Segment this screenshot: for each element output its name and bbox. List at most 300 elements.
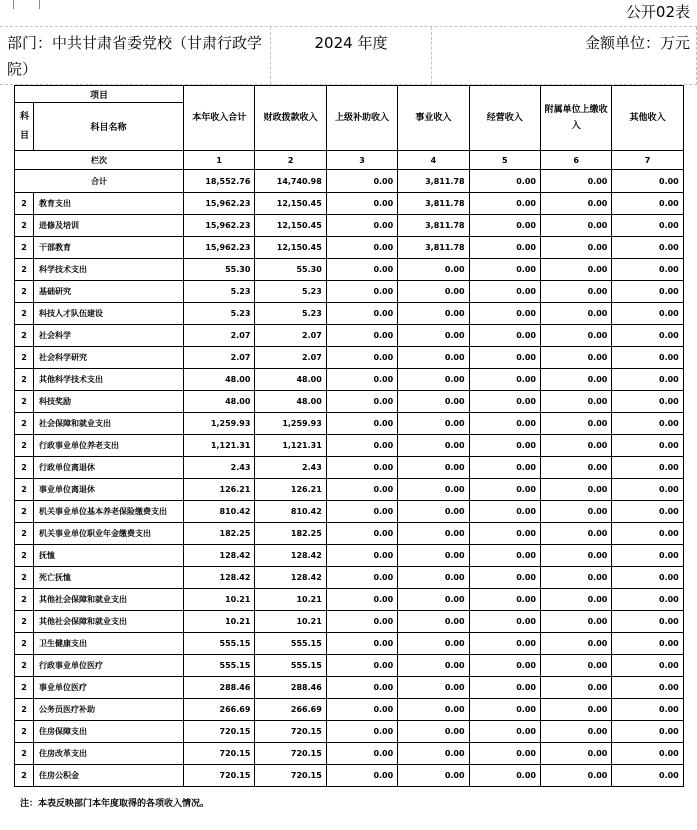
value-cell: 810.42 — [255, 501, 326, 523]
value-cell: 0.00 — [540, 765, 611, 787]
value-cell: 0.00 — [540, 545, 611, 567]
value-cell: 126.21 — [255, 479, 326, 501]
value-cell: 0.00 — [398, 347, 469, 369]
table-row — [15, 193, 684, 215]
value-cell: 0.00 — [469, 501, 540, 523]
subject-code-cell: 2 — [15, 545, 34, 567]
table-row — [15, 611, 684, 633]
department-label: 部门：中共甘肃省委党校（甘肃行政学院） — [7, 34, 263, 78]
value-cell: 0.00 — [326, 237, 397, 259]
value-cell: 0.00 — [398, 655, 469, 677]
subject-code-cell: 2 — [15, 347, 34, 369]
value-cell: 0.00 — [540, 259, 611, 281]
corner-subject-name-label: 科目名称 — [34, 103, 184, 151]
table-row — [15, 237, 684, 259]
subject-code-cell: 2 — [15, 677, 34, 699]
value-cell: 0.00 — [469, 347, 540, 369]
value-cell: 0.00 — [612, 677, 683, 699]
value-cell: 0.00 — [540, 193, 611, 215]
value-cell: 0.00 — [540, 655, 611, 677]
value-cell: 0.00 — [469, 303, 540, 325]
value-cell: 555.15 — [255, 633, 326, 655]
value-cell: 128.42 — [184, 567, 255, 589]
table-row — [15, 259, 684, 281]
value-cell: 0.00 — [540, 501, 611, 523]
value-cell: 0.00 — [540, 457, 611, 479]
table-row — [15, 589, 684, 611]
value-cell: 0.00 — [326, 391, 397, 413]
subject-name-cell: 社会保障和就业支出 — [34, 413, 184, 435]
value-cell: 55.30 — [184, 259, 255, 281]
table-row — [15, 633, 684, 655]
subject-name-cell: 住房保障支出 — [34, 721, 184, 743]
value-cell: 0.00 — [326, 281, 397, 303]
value-cell: 15,962.23 — [184, 215, 255, 237]
subject-code-cell: 2 — [15, 303, 34, 325]
corner-project-label: 项目 — [15, 86, 184, 103]
income-table — [14, 85, 684, 787]
value-cell: 0.00 — [326, 347, 397, 369]
table-row — [15, 347, 684, 369]
column-index-3: 3 — [326, 151, 397, 170]
value-cell: 0.00 — [398, 611, 469, 633]
value-cell: 0.00 — [612, 633, 683, 655]
value-cell: 0.00 — [540, 391, 611, 413]
value-cell: 0.00 — [469, 567, 540, 589]
value-cell: 720.15 — [255, 743, 326, 765]
value-cell: 0.00 — [612, 259, 683, 281]
value-cell: 182.25 — [255, 523, 326, 545]
subject-name-cell: 行政单位离退休 — [34, 457, 184, 479]
value-cell: 0.00 — [326, 193, 397, 215]
subject-name-cell: 进修及培训 — [34, 215, 184, 237]
value-cell: 128.42 — [255, 545, 326, 567]
subject-name-cell: 其他社会保障和就业支出 — [34, 589, 184, 611]
value-cell: 0.00 — [540, 611, 611, 633]
value-cell: 0.00 — [612, 523, 683, 545]
table-row — [15, 435, 684, 457]
value-cell: 2.07 — [255, 325, 326, 347]
subject-code-cell: 2 — [15, 633, 34, 655]
value-cell: 0.00 — [540, 237, 611, 259]
column-index-2: 2 — [255, 151, 326, 170]
subject-name-cell: 卫生健康支出 — [34, 633, 184, 655]
value-cell: 12,150.45 — [255, 215, 326, 237]
value-cell: 10.21 — [184, 611, 255, 633]
value-cell: 0.00 — [326, 479, 397, 501]
value-cell: 0.00 — [469, 237, 540, 259]
value-cell: 0.00 — [612, 347, 683, 369]
value-cell: 0.00 — [540, 721, 611, 743]
table-row — [15, 743, 684, 765]
value-cell: 0.00 — [398, 743, 469, 765]
subject-code-cell: 2 — [15, 655, 34, 677]
table-row — [15, 655, 684, 677]
value-cell: 15,962.23 — [184, 193, 255, 215]
value-cell: 0.00 — [612, 501, 683, 523]
table-row — [15, 369, 684, 391]
value-cell: 0.00 — [469, 611, 540, 633]
subject-name-cell: 公务员医疗补助 — [34, 699, 184, 721]
table-row — [15, 413, 684, 435]
value-cell: 10.21 — [255, 589, 326, 611]
value-cell: 55.30 — [255, 259, 326, 281]
table-row — [15, 457, 684, 479]
value-cell: 0.00 — [469, 765, 540, 787]
total-value-cell: 18,552.76 — [184, 170, 255, 193]
value-cell: 0.00 — [469, 721, 540, 743]
header-row-project — [15, 86, 684, 103]
value-cell: 720.15 — [255, 765, 326, 787]
value-cell: 0.00 — [326, 303, 397, 325]
value-cell: 2.07 — [255, 347, 326, 369]
value-cell: 0.00 — [612, 281, 683, 303]
column-index-6: 6 — [540, 151, 611, 170]
value-cell: 0.00 — [469, 523, 540, 545]
column-header-5: 经营收入 — [469, 86, 540, 151]
total-label: 合计 — [15, 170, 184, 193]
value-cell: 0.00 — [540, 413, 611, 435]
subject-code-cell: 2 — [15, 699, 34, 721]
value-cell: 0.00 — [540, 281, 611, 303]
value-cell: 0.00 — [469, 325, 540, 347]
value-cell: 0.00 — [612, 765, 683, 787]
value-cell: 0.00 — [326, 215, 397, 237]
value-cell: 0.00 — [540, 567, 611, 589]
column-index-1: 1 — [184, 151, 255, 170]
total-value-cell: 0.00 — [612, 170, 683, 193]
value-cell: 0.00 — [398, 413, 469, 435]
subject-code-cell: 2 — [15, 567, 34, 589]
value-cell: 0.00 — [326, 545, 397, 567]
value-cell: 0.00 — [469, 281, 540, 303]
subject-name-cell: 事业单位离退休 — [34, 479, 184, 501]
value-cell: 0.00 — [398, 325, 469, 347]
value-cell: 0.00 — [469, 457, 540, 479]
subject-name-cell: 基础研究 — [34, 281, 184, 303]
value-cell: 10.21 — [255, 611, 326, 633]
table-row — [15, 325, 684, 347]
table-row — [15, 523, 684, 545]
table-row — [15, 501, 684, 523]
value-cell: 0.00 — [612, 435, 683, 457]
value-cell: 0.00 — [469, 589, 540, 611]
value-cell: 0.00 — [326, 523, 397, 545]
value-cell: 1,121.31 — [184, 435, 255, 457]
subject-name-cell: 社会科学研究 — [34, 347, 184, 369]
value-cell: 288.46 — [184, 677, 255, 699]
subject-name-cell: 干部教育 — [34, 237, 184, 259]
table-row — [15, 215, 684, 237]
value-cell: 0.00 — [540, 325, 611, 347]
value-cell: 720.15 — [184, 743, 255, 765]
subject-code-cell: 2 — [15, 765, 34, 787]
value-cell: 0.00 — [326, 567, 397, 589]
table-row — [15, 303, 684, 325]
value-cell: 0.00 — [612, 655, 683, 677]
value-cell: 0.00 — [326, 721, 397, 743]
value-cell: 0.00 — [612, 457, 683, 479]
value-cell: 0.00 — [540, 633, 611, 655]
value-cell: 48.00 — [184, 391, 255, 413]
value-cell: 0.00 — [326, 589, 397, 611]
value-cell: 0.00 — [469, 677, 540, 699]
column-header-6: 附属单位上缴收入 — [540, 86, 611, 151]
value-cell: 0.00 — [469, 391, 540, 413]
amount-unit-label: 金额单位：万元 — [584, 34, 690, 52]
subject-name-cell: 住房公积金 — [34, 765, 184, 787]
value-cell: 555.15 — [255, 655, 326, 677]
value-cell: 0.00 — [398, 369, 469, 391]
value-cell: 128.42 — [184, 545, 255, 567]
value-cell: 0.00 — [469, 743, 540, 765]
subject-code-cell: 2 — [15, 413, 34, 435]
value-cell: 0.00 — [326, 699, 397, 721]
value-cell: 0.00 — [540, 523, 611, 545]
value-cell: 2.07 — [184, 347, 255, 369]
subject-name-cell: 教育支出 — [34, 193, 184, 215]
column-index-5: 5 — [469, 151, 540, 170]
value-cell: 3,811.78 — [398, 215, 469, 237]
meta-band — [0, 27, 697, 85]
value-cell: 48.00 — [255, 369, 326, 391]
subject-name-cell: 科技奖励 — [34, 391, 184, 413]
value-cell: 288.46 — [255, 677, 326, 699]
column-index-7: 7 — [612, 151, 683, 170]
value-cell: 0.00 — [326, 435, 397, 457]
value-cell: 0.00 — [326, 413, 397, 435]
value-cell: 0.00 — [540, 215, 611, 237]
value-cell: 266.69 — [184, 699, 255, 721]
value-cell: 0.00 — [326, 369, 397, 391]
column-header-2: 财政拨款收入 — [255, 86, 326, 151]
subject-code-cell: 2 — [15, 721, 34, 743]
value-cell: 0.00 — [612, 699, 683, 721]
value-cell: 182.25 — [184, 523, 255, 545]
value-cell: 12,150.45 — [255, 193, 326, 215]
value-cell: 48.00 — [255, 391, 326, 413]
subject-code-cell: 2 — [15, 281, 34, 303]
value-cell: 5.23 — [184, 303, 255, 325]
value-cell: 0.00 — [398, 457, 469, 479]
table-row — [15, 699, 684, 721]
value-cell: 0.00 — [469, 479, 540, 501]
value-cell: 0.00 — [612, 743, 683, 765]
column-index-label: 栏次 — [15, 151, 184, 170]
value-cell: 0.00 — [612, 589, 683, 611]
subject-name-cell: 其他社会保障和就业支出 — [34, 611, 184, 633]
value-cell: 0.00 — [612, 479, 683, 501]
value-cell: 0.00 — [398, 281, 469, 303]
table-row — [15, 479, 684, 501]
column-header-3: 上级补助收入 — [326, 86, 397, 151]
value-cell: 0.00 — [326, 457, 397, 479]
value-cell: 0.00 — [469, 633, 540, 655]
table-row — [15, 391, 684, 413]
subject-code-cell: 2 — [15, 611, 34, 633]
value-cell: 5.23 — [255, 303, 326, 325]
value-cell: 3,811.78 — [398, 193, 469, 215]
value-cell: 128.42 — [255, 567, 326, 589]
subject-code-cell: 2 — [15, 215, 34, 237]
value-cell: 0.00 — [326, 633, 397, 655]
subject-name-cell: 其他科学技术支出 — [34, 369, 184, 391]
value-cell: 0.00 — [469, 413, 540, 435]
value-cell: 0.00 — [612, 721, 683, 743]
value-cell: 0.00 — [540, 369, 611, 391]
value-cell: 0.00 — [326, 743, 397, 765]
value-cell: 2.43 — [255, 457, 326, 479]
total-value-cell: 0.00 — [326, 170, 397, 193]
value-cell: 0.00 — [612, 303, 683, 325]
value-cell: 0.00 — [469, 655, 540, 677]
value-cell: 0.00 — [469, 435, 540, 457]
value-cell: 0.00 — [469, 545, 540, 567]
value-cell: 0.00 — [612, 413, 683, 435]
subject-code-cell: 2 — [15, 369, 34, 391]
value-cell: 5.23 — [184, 281, 255, 303]
total-row — [15, 170, 684, 193]
value-cell: 810.42 — [184, 501, 255, 523]
column-header-4: 事业收入 — [398, 86, 469, 151]
subject-code-cell: 2 — [15, 325, 34, 347]
value-cell: 0.00 — [398, 501, 469, 523]
value-cell: 0.00 — [612, 545, 683, 567]
value-cell: 0.00 — [398, 699, 469, 721]
value-cell: 0.00 — [398, 479, 469, 501]
value-cell: 720.15 — [184, 765, 255, 787]
value-cell: 0.00 — [469, 215, 540, 237]
corner-subject-label: 科目 — [15, 103, 34, 151]
value-cell: 0.00 — [398, 523, 469, 545]
subject-code-cell: 2 — [15, 237, 34, 259]
value-cell: 0.00 — [540, 589, 611, 611]
value-cell: 12,150.45 — [255, 237, 326, 259]
value-cell: 0.00 — [612, 369, 683, 391]
subject-code-cell: 2 — [15, 743, 34, 765]
subject-name-cell: 住房改革支出 — [34, 743, 184, 765]
subject-name-cell: 行政事业单位医疗 — [34, 655, 184, 677]
value-cell: 0.00 — [469, 369, 540, 391]
subject-name-cell: 机关事业单位职业年金缴费支出 — [34, 523, 184, 545]
value-cell: 0.00 — [326, 259, 397, 281]
subject-name-cell: 抚恤 — [34, 545, 184, 567]
table-row — [15, 677, 684, 699]
value-cell: 1,259.93 — [184, 413, 255, 435]
value-cell: 0.00 — [398, 545, 469, 567]
table-row — [15, 567, 684, 589]
sheet-label: 公开02表 — [0, 0, 697, 27]
value-cell: 0.00 — [612, 237, 683, 259]
fiscal-year-label: 2024 年度 — [270, 27, 432, 84]
value-cell: 3,811.78 — [398, 237, 469, 259]
value-cell: 0.00 — [540, 435, 611, 457]
value-cell: 0.00 — [612, 391, 683, 413]
print-margin-tick — [39, 0, 40, 9]
value-cell: 126.21 — [184, 479, 255, 501]
value-cell: 0.00 — [398, 435, 469, 457]
value-cell: 0.00 — [612, 567, 683, 589]
subject-code-cell: 2 — [15, 523, 34, 545]
table-row — [15, 281, 684, 303]
value-cell: 0.00 — [398, 391, 469, 413]
total-value-cell: 0.00 — [540, 170, 611, 193]
value-cell: 10.21 — [184, 589, 255, 611]
value-cell: 555.15 — [184, 633, 255, 655]
subject-name-cell: 死亡抚恤 — [34, 567, 184, 589]
subject-code-cell: 2 — [15, 259, 34, 281]
value-cell: 2.43 — [184, 457, 255, 479]
value-cell: 0.00 — [540, 479, 611, 501]
value-cell: 0.00 — [612, 193, 683, 215]
subject-code-cell: 2 — [15, 589, 34, 611]
value-cell: 720.15 — [255, 721, 326, 743]
subject-name-cell: 机关事业单位基本养老保险缴费支出 — [34, 501, 184, 523]
subject-code-cell: 2 — [15, 193, 34, 215]
value-cell: 0.00 — [398, 589, 469, 611]
value-cell: 0.00 — [612, 325, 683, 347]
footnote: 注：本表反映部门本年度取得的各项收入情况。 — [20, 799, 210, 809]
column-header-1: 本年收入合计 — [184, 86, 255, 151]
value-cell: 555.15 — [184, 655, 255, 677]
value-cell: 0.00 — [398, 633, 469, 655]
value-cell: 0.00 — [469, 699, 540, 721]
value-cell: 48.00 — [184, 369, 255, 391]
total-value-cell: 3,811.78 — [398, 170, 469, 193]
subject-code-cell: 2 — [15, 391, 34, 413]
subject-name-cell: 科学技术支出 — [34, 259, 184, 281]
value-cell: 1,259.93 — [255, 413, 326, 435]
table-row — [15, 721, 684, 743]
value-cell: 0.00 — [326, 677, 397, 699]
value-cell: 0.00 — [398, 721, 469, 743]
value-cell: 0.00 — [469, 259, 540, 281]
total-value-cell: 14,740.98 — [255, 170, 326, 193]
value-cell: 0.00 — [540, 347, 611, 369]
value-cell: 0.00 — [326, 611, 397, 633]
column-index-row — [15, 151, 684, 170]
value-cell: 0.00 — [540, 303, 611, 325]
total-value-cell: 0.00 — [469, 170, 540, 193]
value-cell: 0.00 — [398, 765, 469, 787]
subject-code-cell: 2 — [15, 457, 34, 479]
value-cell: 0.00 — [398, 259, 469, 281]
value-cell: 1,121.31 — [255, 435, 326, 457]
value-cell: 0.00 — [540, 677, 611, 699]
subject-name-cell: 行政事业单位养老支出 — [34, 435, 184, 457]
subject-name-cell: 社会科学 — [34, 325, 184, 347]
value-cell: 2.07 — [184, 325, 255, 347]
value-cell: 0.00 — [398, 303, 469, 325]
value-cell: 0.00 — [469, 193, 540, 215]
table-row — [15, 545, 684, 567]
value-cell: 0.00 — [612, 611, 683, 633]
value-cell: 0.00 — [326, 325, 397, 347]
value-cell: 0.00 — [540, 699, 611, 721]
subject-code-cell: 2 — [15, 501, 34, 523]
value-cell: 0.00 — [398, 677, 469, 699]
table-row — [15, 765, 684, 787]
column-index-4: 4 — [398, 151, 469, 170]
value-cell: 0.00 — [612, 215, 683, 237]
value-cell: 266.69 — [255, 699, 326, 721]
subject-code-cell: 2 — [15, 479, 34, 501]
subject-name-cell: 科技人才队伍建设 — [34, 303, 184, 325]
value-cell: 0.00 — [398, 567, 469, 589]
value-cell: 0.00 — [326, 501, 397, 523]
subject-code-cell: 2 — [15, 435, 34, 457]
print-margin-tick — [13, 0, 14, 9]
